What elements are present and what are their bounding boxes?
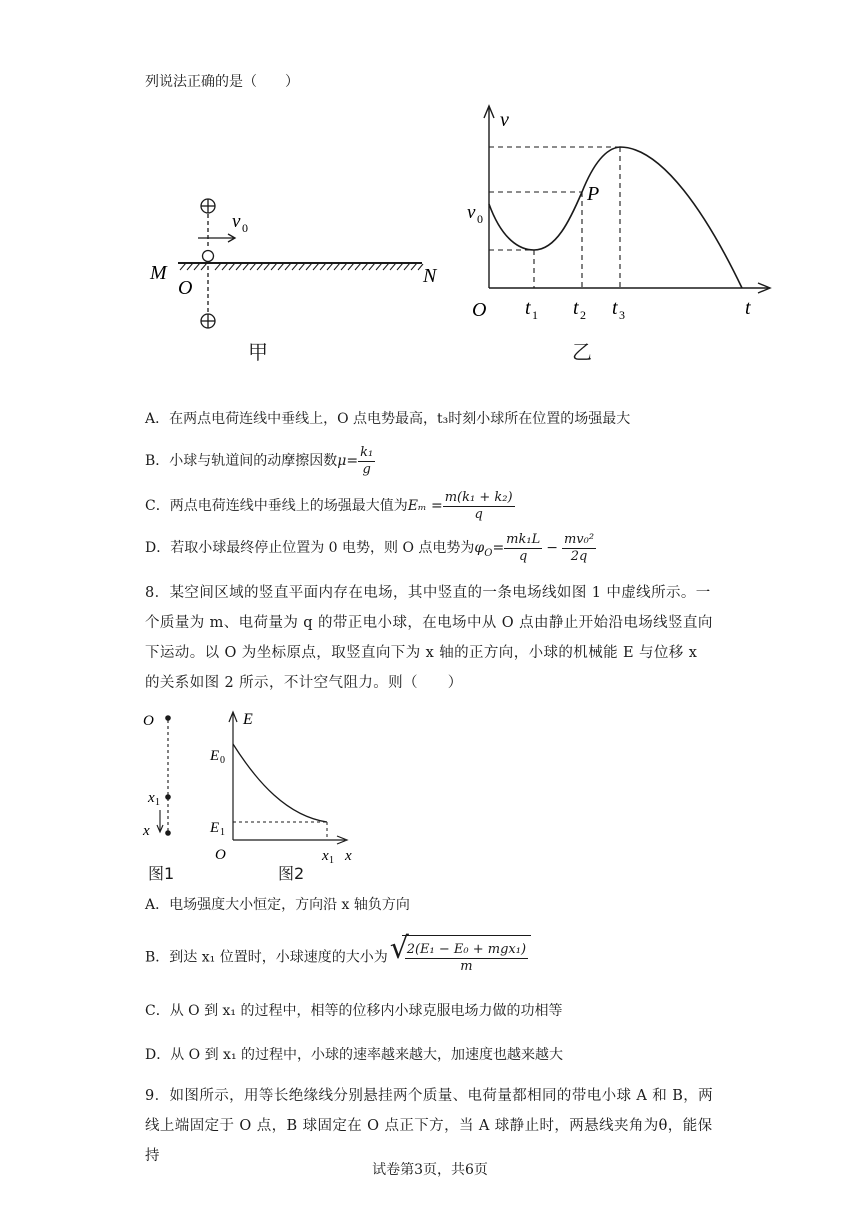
q8-stem: 8．某空间区域的竖直平面内存在电场，其中竖直的一条电场线如图 1 中虚线所示。一个质量为 m、电荷量为 q 的带正电小球，在电场中从 O 点由静止开始沿电场线竖直向下运动。以 O 为坐标原点，取竖直向下为 x 轴的正方向，小球的机械能 E 与位移 x 的关系如图 2 所示，不计空气阻力。则（ ） [145,585,713,691]
fig2-x1-sub: 1 [329,855,334,864]
fig2-E0-label: E [210,748,220,764]
energy-curve [233,744,327,822]
point-P-label: P [587,183,600,205]
frac-num: √ 2(E₁ − E₀ + mgx₁) [406,941,527,957]
q7-option-d-fraction-1 [504,532,542,565]
fig1-x1-label: x [148,790,155,806]
q8-option-d: D．从 O 到 x₁ 的过程中，小球的速率越来越大，加速度也越来越大 [145,1047,564,1063]
caption-yi: 乙 [572,340,592,364]
q9-stem: 9．如图所示，用等长绝缘线分别悬挂两个质量、电荷量都相同的带电小球 A 和 B，两线上端固定于 O 点，B 球固定在 O 点正下方，当 A 球静止时，两悬线夹角为θ，能保持 [145,1088,714,1164]
v0-label: v [467,202,476,223]
figure-jia [140,190,440,350]
frac-num: m(k₁ + k₂) [444,489,513,505]
frac-den: q [519,548,528,564]
t1-label: t [525,297,531,319]
q8-option-b-sqrt [402,935,531,980]
fig2-x-label: x [345,848,352,864]
frac-den: 2q [570,548,588,564]
frac-num: k₁ [360,444,374,460]
caption-jia: 甲 [248,340,268,364]
q7-option-b [145,441,375,481]
fig2-O-label: O [215,847,226,863]
fig2-E1-label: E [210,820,220,836]
q7-option-d [145,528,596,568]
label-O: O [178,277,193,299]
q8-option-a: A．电场强度大小恒定，方向沿 x 轴负方向 [145,897,410,913]
origin-label: O [472,299,487,321]
q7-option-d-phi-sub: O [484,547,493,559]
fig2-E-axis-label: E [243,711,253,728]
label-N: N [423,265,437,287]
frac-den: q [474,506,483,522]
frac-num: mv₀² [563,531,595,547]
v0-label-sub: 0 [477,212,483,226]
velocity-curve [489,147,742,288]
page-footer: 试卷第3页，共6页 [372,1162,488,1178]
fig1-x-label: x [143,823,150,839]
q8-option-b [145,935,531,979]
q8-option-c: C．从 O 到 x₁ 的过程中，相等的位移内小球克服电场力做的功相等 [145,1003,563,1019]
frac-den: m [460,958,473,974]
frac-den: g [362,461,371,477]
label-M: M [150,262,167,284]
fig1-O-label: O [143,713,154,729]
intro-line: 列说法正确的是（ ） [145,74,299,90]
q7-option-d-eq: = [492,540,505,556]
figure-yi [462,100,782,330]
q7-option-d-phi: φ [474,540,485,556]
fig2-E0-sub: 0 [220,755,225,766]
frac-num: mk₁L [506,531,541,547]
figure-1 [140,706,200,856]
q7-option-b-mu: μ= [337,453,359,469]
t2-label-sub: 2 [580,308,586,322]
fig1-x1-sub: 1 [155,797,160,808]
fig2-x1-label: x [322,848,329,864]
caption-fig1: 图1 [148,864,175,883]
q7-option-d-fraction-2 [562,532,596,565]
q7-option-c [145,486,515,526]
axis-v-label: v [500,109,509,131]
q7-option-c-fraction [443,490,515,523]
q8-option-b-text: B．到达 x₁ 位置时，小球速度的大小为 [145,949,388,966]
q7-option-a: A．在两点电荷连线中垂线上，O 点电势最高，t₃时刻小球所在位置的场强最大 [145,411,631,427]
label-v0-sub: 0 [242,221,248,235]
ball-icon [203,251,214,262]
figure-2 [205,704,365,864]
caption-fig2: 图2 [278,864,305,883]
fig2-E1-sub: 1 [220,827,225,838]
q7-option-b-text: B．小球与轨道间的动摩擦因数 [145,453,338,469]
label-v0: v [232,211,241,232]
t3-label-sub: 3 [619,308,625,322]
t1-label-sub: 1 [532,308,538,322]
q7-option-c-lhs: Eₘ = [407,498,443,514]
axis-t-label: t [745,297,751,319]
q7-option-b-fraction [358,445,375,478]
q8-option-b-fraction [405,942,528,975]
t2-label: t [573,297,579,319]
q7-option-c-text: C．两点电荷连线中垂线上的场强最大值为 [145,498,408,514]
q7-option-d-minus: − [546,540,558,556]
q7-option-d-text: D．若取小球最终停止位置为 0 电势，则 O 点电势为 [145,540,475,556]
t3-label: t [612,297,618,319]
